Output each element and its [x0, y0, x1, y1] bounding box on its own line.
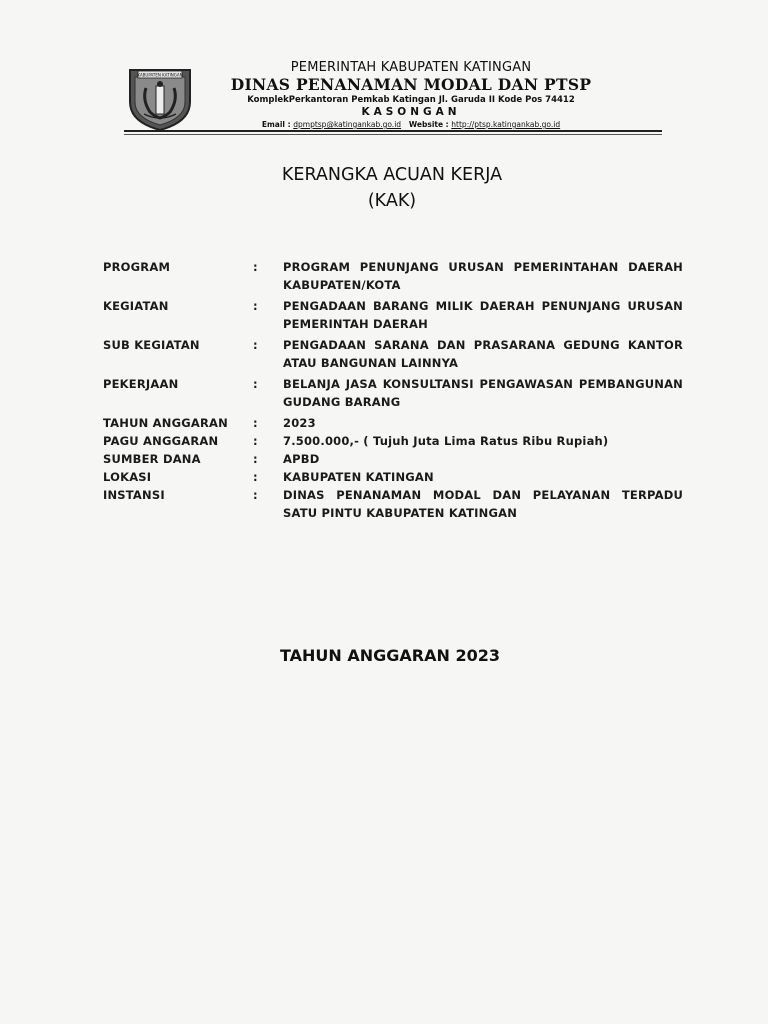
government-name: PEMERINTAH KABUPATEN KATINGAN: [290, 60, 532, 75]
info-value: PENGADAAN SARANA DAN PRASARANA GEDUNG KANTOR ATAU BANGUNAN LAINNYA: [283, 338, 683, 370]
info-value: KABUPATEN KATINGAN: [283, 470, 434, 484]
info-value: APBD: [283, 452, 320, 466]
info-colon: :: [253, 377, 258, 391]
email-link[interactable]: dpmptsp@katingankab.go.id: [293, 120, 402, 129]
info-value: PROGRAM PENUNJANG URUSAN PEMERINTAHAN DAERAH KABUPATEN/KOTA: [283, 260, 683, 292]
info-label: LOKASI: [103, 470, 152, 484]
info-row-pagu-anggaran: [103, 432, 693, 450]
letterhead-divider-thin: [124, 134, 662, 135]
info-value: 7.500.000,- ( Tujuh Juta Lima Ratus Ribu Rupiah): [283, 434, 609, 448]
info-row-tahun-anggaran: [103, 414, 693, 432]
title-line-1: KERANGKA ACUAN KERJA: [281, 165, 503, 185]
info-table: [103, 258, 693, 522]
agency-address: KomplekPerkantoran Pemkab Katingan Jl. Garuda II Kode Pos 74412: [247, 95, 575, 105]
letterhead: [206, 60, 616, 131]
document-title: [200, 162, 584, 214]
info-value: BELANJA JASA KONSULTANSI PENGAWASAN PEMBANGUNAN GUDANG BARANG: [283, 377, 683, 409]
info-row-sumber-dana: [103, 450, 693, 468]
info-colon: :: [253, 416, 258, 430]
info-row-pekerjaan: [103, 375, 693, 411]
info-row-kegiatan: [103, 297, 693, 333]
info-value: PENGADAAN BARANG MILIK DAERAH PENUNJANG URUSAN PEMERINTAH DAERAH: [283, 299, 683, 331]
info-value: DINAS PENANAMAN MODAL DAN PELAYANAN TERPADU SATU PINTU KABUPATEN KATINGAN: [283, 488, 683, 520]
info-colon: :: [253, 488, 258, 502]
info-value: 2023: [283, 416, 316, 430]
info-colon: :: [253, 260, 258, 274]
agency-name: DINAS PENANAMAN MODAL DAN PTSP: [230, 75, 592, 94]
info-colon: :: [253, 434, 258, 448]
info-label: SUB KEGIATAN: [103, 338, 200, 352]
info-label: INSTANSI: [103, 488, 165, 502]
info-label: PROGRAM: [103, 260, 171, 274]
info-label: PEKERJAAN: [103, 377, 179, 391]
title-line-2: (KAK): [367, 191, 417, 211]
letterhead-divider-thick: [124, 130, 662, 132]
info-label: TAHUN ANGGARAN: [103, 416, 228, 430]
logo-lettering: KABUPATEN KATINGAN: [137, 72, 183, 78]
website-label: Website :: [408, 120, 449, 129]
info-colon: :: [253, 299, 258, 313]
email-label: Email :: [261, 120, 291, 129]
info-colon: :: [253, 452, 258, 466]
info-label: SUMBER DANA: [103, 452, 201, 466]
info-label: KEGIATAN: [103, 299, 169, 313]
website-link[interactable]: http://ptsp.katingankab.go.id: [451, 120, 561, 129]
regency-emblem-logo: [124, 64, 196, 132]
info-label: PAGU ANGGARAN: [103, 434, 219, 448]
info-row-instansi: [103, 486, 693, 522]
info-row-sub-kegiatan: [103, 336, 693, 372]
info-row-program: [103, 258, 693, 294]
budget-year-heading: TAHUN ANGGARAN 2023: [279, 646, 500, 665]
info-colon: :: [253, 470, 258, 484]
info-colon: :: [253, 338, 258, 352]
agency-city: KASONGAN: [361, 106, 461, 118]
info-row-lokasi: [103, 468, 693, 486]
